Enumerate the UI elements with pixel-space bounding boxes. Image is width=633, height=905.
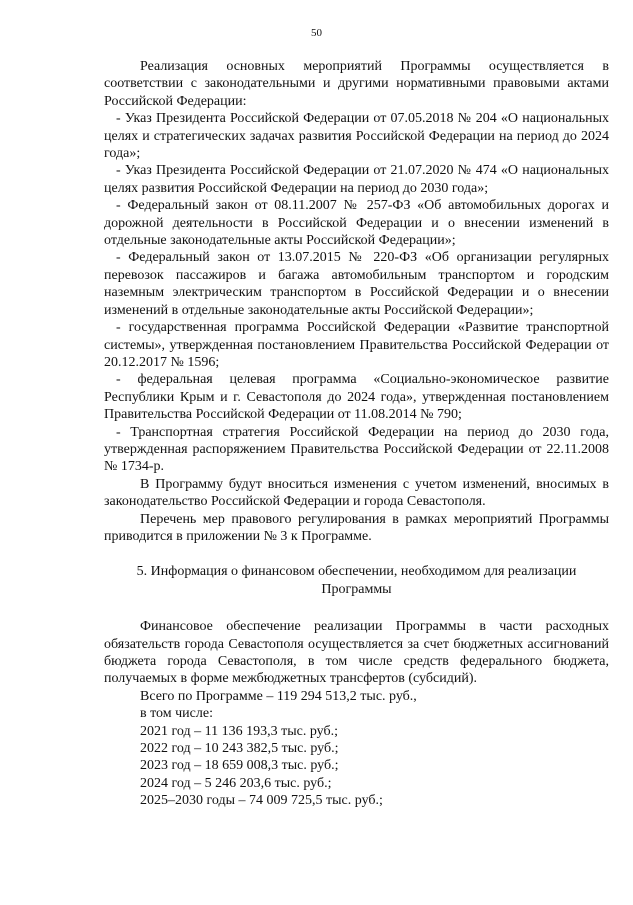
section-heading-line: 5. Информация о финансовом обеспечении, необходимом для реализации	[136, 564, 577, 580]
legal-acts-list	[104, 110, 609, 476]
legal-act-item: - государственная программа Российской Федерации «Развитие транспортной системы», утвержденная постановлением Правительства Российской Федерации от 20.12.2017 № 1596;	[104, 320, 609, 370]
funding-year-item: 2023 год – 18 659 008,3 тыс. руб.;	[140, 758, 339, 774]
funding-by-year-list	[104, 723, 609, 810]
financing-paragraph: Финансовое обеспечение реализации Программы в части расходных обязательств города Севастополя осуществляется за счет бюджетных ассигнований бюджета города Севастополя, в том числе средств федерального бюджета, получаемых в форме межбюджетных трансфертов (субсидий).	[104, 619, 609, 687]
legal-act-item: - Федеральный закон от 13.07.2015 № 220-ФЗ «Об организации регулярных перевозок пассажиров и багажа автомобильным транспортом и городским наземным электрическим транспортом в Российской Федерации и о внесении изменений в отдельные законодательные акты Российской Федерации»;	[104, 250, 609, 318]
funding-year-item: 2025–2030 годы – 74 009 725,5 тыс. руб.;	[140, 793, 383, 809]
legal-act-item: - Указ Президента Российской Федерации от 21.07.2020 № 474 «О национальных целях развития Российской Федерации на период до 2030 года»;	[104, 163, 609, 196]
appendix-paragraph: Перечень мер правового регулирования в рамках мероприятий Программы приводится в приложении № 3 к Программе.	[104, 511, 609, 544]
funding-year-item: 2021 год – 11 136 193,3 тыс. руб.;	[140, 723, 338, 739]
intro-paragraph: Реализация основных мероприятий Программы осуществляется в соответствии с законодательными и другими нормативными правовыми актами Российской Федерации:	[104, 59, 609, 109]
page-number: 50	[311, 27, 322, 39]
changes-paragraph: В Программу будут вноситься изменения с учетом изменений, вносимых в законодательство Российской Федерации и города Севастополя.	[104, 476, 609, 510]
total-funding: Всего по Программе – 119 294 513,2 тыс. руб.,	[140, 688, 417, 704]
legal-act-item: - федеральная целевая программа «Социально-экономическое развитие Республики Крым и г. Севастополя до 2024 года», утвержденная постановлением Правительства Российской Федерации от 11.08.2014 № 790;	[104, 372, 609, 423]
document-body	[104, 58, 609, 810]
legal-act-item: - Федеральный закон от 08.11.2007 № 257-ФЗ «Об автомобильных дорогах и дорожной деятельности в Российской Федерации и о внесении изменений в отдельные законодательные акты Российской Федерации»;	[104, 198, 609, 249]
including-label: в том числе:	[140, 706, 213, 722]
section-heading	[104, 563, 609, 598]
funding-year-item: 2022 год – 10 243 382,5 тыс. руб.;	[140, 741, 339, 757]
legal-act-item: - Транспортная стратегия Российской Федерации на период до 2030 года, утвержденная распоряжением Правительства Российской Федерации от 22.11.2008 № 1734-р.	[104, 424, 609, 475]
funding-year-item: 2024 год – 5 246 203,6 тыс. руб.;	[140, 775, 332, 791]
section-heading-line: Программы	[321, 581, 392, 597]
legal-act-item: - Указ Президента Российской Федерации от 07.05.2018 № 204 «О национальных целях и стратегических задачах развития Российской Федерации на период до 2024 года»;	[104, 111, 609, 162]
